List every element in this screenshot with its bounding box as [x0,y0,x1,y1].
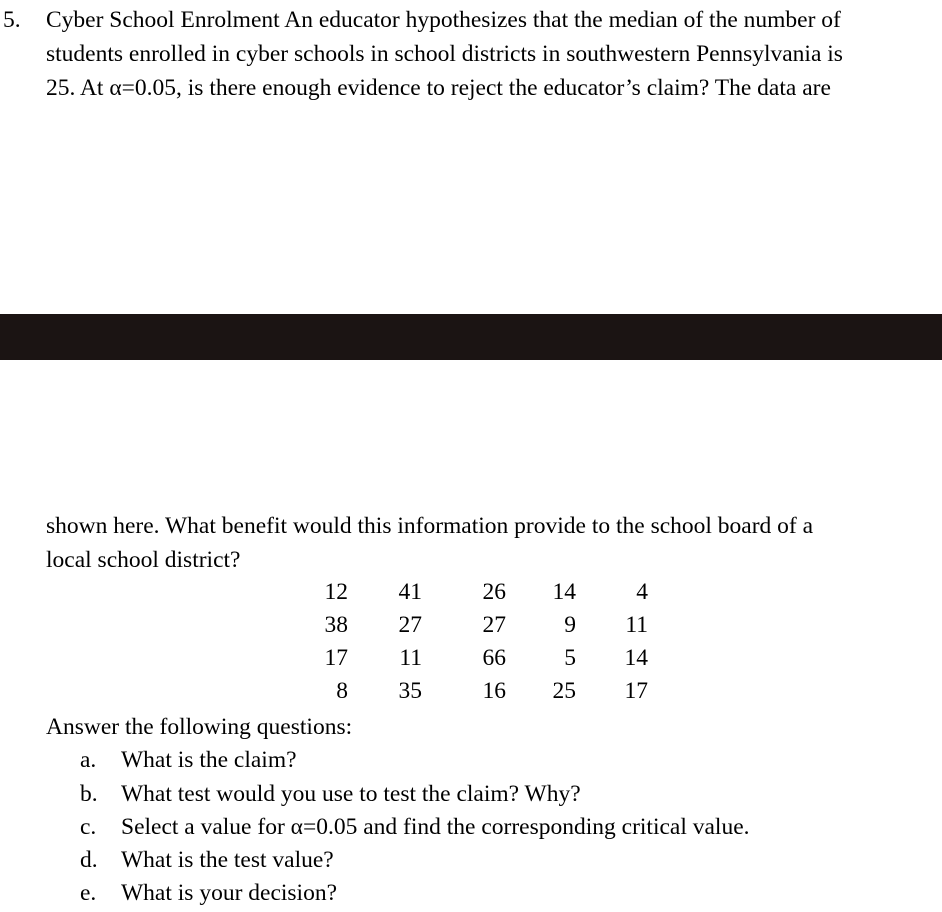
table-cell: 11 [625,612,648,638]
question-c-letter: c. [80,814,97,840]
table-cell: 5 [564,645,576,671]
question-b-letter: b. [80,781,98,807]
table-cell: 17 [624,678,648,704]
table-cell: 4 [636,579,648,605]
problem-number: 5. [3,7,21,33]
table-row [300,675,648,708]
table-cell: 66 [482,645,506,671]
table-row [300,576,648,609]
question-a-letter: a. [80,747,97,773]
table-cell: 9 [564,612,576,638]
table-cell: 35 [398,678,422,704]
table-cell: 41 [398,579,422,605]
table-cell: 8 [336,678,348,704]
table-cell: 26 [482,579,506,605]
data-table [300,576,648,708]
table-cell: 12 [324,579,348,605]
table-row [300,609,648,642]
table-cell: 17 [324,645,348,671]
question-a-text: What is the claim? [121,747,297,773]
table-cell: 11 [399,645,422,671]
table-cell: 14 [552,579,576,605]
questions-intro: Answer the following questions: [46,714,353,740]
question-d-letter: d. [80,847,98,873]
question-e-letter: e. [80,880,97,906]
continuation-line-1: shown here. What benefit would this information provide to the school board of a [46,513,814,539]
question-e-text: What is your decision? [121,880,338,906]
table-row [300,642,648,675]
table-cell: 16 [482,678,506,704]
table-cell: 38 [324,612,348,638]
question-d-text: What is the test value? [121,847,334,873]
table-cell: 25 [552,678,576,704]
redaction-bar [0,314,942,360]
continuation-line-2: local school district? [46,547,241,573]
table-cell: 27 [482,612,506,638]
problem-text-line-2: students enrolled in cyber schools in school districts in southwestern Pennsylvania is [46,41,843,67]
question-b-text: What test would you use to test the claim? Why? [121,781,581,807]
table-cell: 14 [624,645,648,671]
problem-text-line-1: Cyber School Enrolment An educator hypothesizes that the median of the number of [46,7,841,33]
table-cell: 27 [398,612,422,638]
question-c-text: Select a value for α=0.05 and find the corresponding critical value. [121,814,750,840]
problem-text-line-3: 25. At α=0.05, is there enough evidence to reject the educator’s claim? The data are [46,75,831,101]
